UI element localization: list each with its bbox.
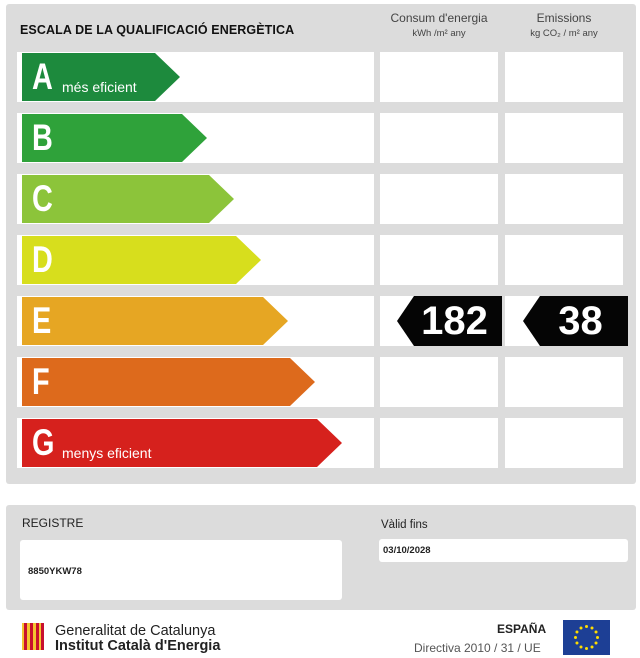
rating-letter: E bbox=[32, 300, 52, 341]
eu-star bbox=[591, 646, 594, 649]
consumption-value: 182 bbox=[421, 299, 488, 343]
rating-letter: C bbox=[32, 178, 53, 219]
valid-until-value: 03/10/2028 bbox=[383, 545, 431, 556]
rating-description: menys eficient bbox=[62, 445, 152, 461]
rating-arrow-a bbox=[22, 53, 180, 101]
rating-arrow-f bbox=[22, 358, 315, 406]
emissions-title: Emissions bbox=[536, 11, 592, 25]
consumption-unit: kWh /m² any bbox=[412, 28, 466, 39]
consumption-cell bbox=[380, 357, 498, 407]
eu-star bbox=[596, 636, 599, 639]
rating-arrow-g bbox=[22, 419, 342, 467]
eu-star bbox=[575, 642, 578, 645]
rating-letter: G bbox=[32, 422, 55, 463]
emissions-cell bbox=[505, 418, 623, 468]
emissions-cell bbox=[505, 52, 623, 102]
consumption-title: Consum d'energia bbox=[390, 11, 488, 25]
emissions-cell bbox=[505, 235, 623, 285]
eu-star bbox=[580, 626, 583, 629]
rating-letter: F bbox=[32, 361, 50, 402]
consumption-cell bbox=[380, 235, 498, 285]
valid-until-label: Vàlid fins bbox=[381, 519, 428, 531]
registry-value: 8850YKW78 bbox=[28, 566, 82, 577]
rating-arrow-fill bbox=[22, 236, 261, 284]
org-name-line2: Institut Català d'Energia bbox=[55, 638, 221, 654]
consumption-cell bbox=[380, 52, 498, 102]
rating-description: més eficient bbox=[62, 79, 137, 95]
eu-flag-icon bbox=[563, 620, 610, 655]
directive-label: Directiva 2010 / 31 / UE bbox=[414, 641, 541, 655]
rating-arrow-c bbox=[22, 175, 234, 223]
consumption-column-header bbox=[380, 11, 498, 41]
eu-star bbox=[585, 647, 588, 650]
emissions-value: 38 bbox=[558, 299, 603, 343]
rating-arrow-fill bbox=[22, 358, 315, 406]
consumption-indicator bbox=[397, 296, 502, 346]
rating-arrow-fill bbox=[22, 175, 234, 223]
catalan-flag-icon bbox=[22, 623, 44, 650]
eu-star bbox=[585, 625, 588, 628]
emissions-unit: kg CO₂ / m² any bbox=[530, 28, 598, 39]
registry-label: REGISTRE bbox=[22, 516, 84, 530]
emissions-cell bbox=[505, 357, 623, 407]
consumption-cell bbox=[380, 113, 498, 163]
rating-arrow-fill bbox=[22, 297, 288, 345]
rating-letter: A bbox=[32, 56, 53, 97]
rating-arrow-b bbox=[22, 114, 207, 162]
eu-star bbox=[574, 636, 577, 639]
consumption-cell bbox=[380, 418, 498, 468]
rating-letter: D bbox=[32, 239, 53, 280]
scale-title: ESCALA DE LA QUALIFICACIÓ ENERGÈTICA bbox=[20, 23, 295, 37]
emissions-column-header bbox=[505, 11, 623, 41]
country-label: ESPAÑA bbox=[497, 622, 547, 636]
emissions-cell bbox=[505, 113, 623, 163]
eu-star bbox=[580, 646, 583, 649]
rating-arrow-d bbox=[22, 236, 261, 284]
consumption-cell bbox=[380, 174, 498, 224]
eu-star bbox=[575, 631, 578, 634]
emissions-indicator bbox=[523, 296, 628, 346]
rating-letter: B bbox=[32, 117, 53, 158]
org-name-line1: Generalitat de Catalunya bbox=[55, 623, 216, 639]
eu-star bbox=[591, 626, 594, 629]
rating-arrow-e bbox=[22, 297, 288, 345]
eu-star bbox=[595, 631, 598, 634]
eu-star bbox=[595, 642, 598, 645]
emissions-cell bbox=[505, 174, 623, 224]
